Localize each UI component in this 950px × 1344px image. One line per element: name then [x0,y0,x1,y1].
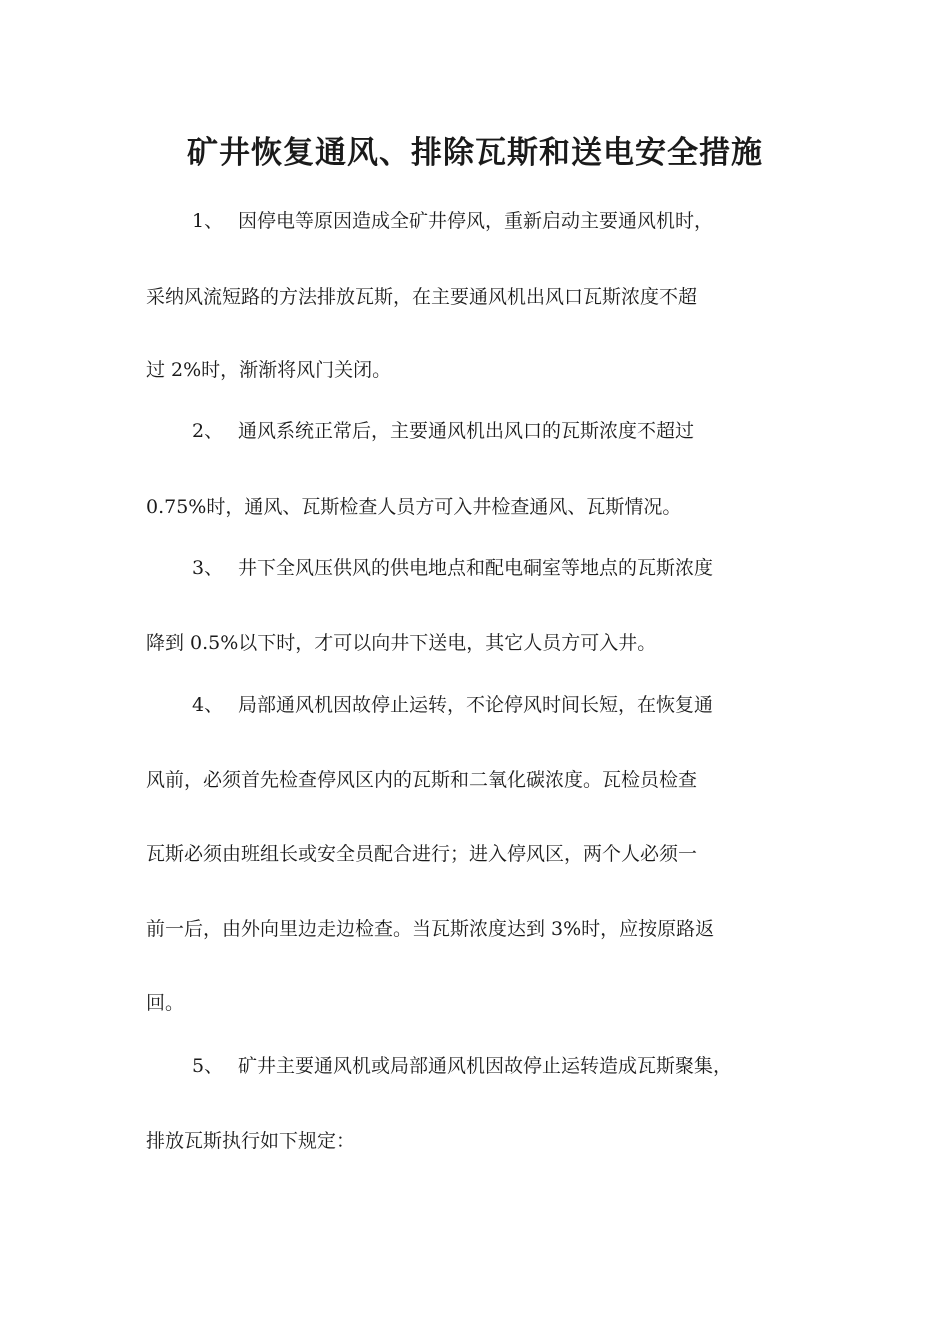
paragraph-1-line-2: 采纳风流短路的方法排放瓦斯，在主要通风机出风口瓦斯浓度不超 [146,286,698,308]
paragraph-3-line-1: 井下全风压供风的供电地点和配电硐室等地点的瓦斯浓度 [238,557,714,579]
paragraph-3-line-2: 降到 0.5%以下时，才可以向井下送电，其它人员方可入井。 [146,632,657,654]
paragraph-4-number: 4、 [192,694,224,716]
document-title: 矿井恢复通风、排除瓦斯和送电安全措施 [187,135,763,171]
paragraph-3-first-line [192,553,806,583]
paragraph-1-first-line [192,206,806,236]
paragraph-5-first-line [192,1051,806,1081]
paragraph-2-first-line [192,416,806,446]
paragraph-4-line-3: 瓦斯必须由班组长或安全员配合进行；进入停风区，两个人必须一 [146,843,698,865]
paragraph-5-line-1: 矿井主要通风机或局部通风机因故停止运转造成瓦斯聚集， [238,1055,733,1077]
paragraph-2-line-1: 通风系统正常后，主要通风机出风口的瓦斯浓度不超过 [238,420,695,442]
paragraph-1-line-3: 过 2%时，渐渐将风门关闭。 [146,359,392,381]
paragraph-1-number: 1、 [192,210,224,232]
paragraph-2-number: 2、 [192,420,224,442]
paragraph-4-line-2: 风前，必须首先检查停风区内的瓦斯和二氧化碳浓度。瓦检员检查 [146,769,698,791]
paragraph-1-line-1: 因停电等原因造成全矿井停风，重新启动主要通风机时， [238,210,714,232]
paragraph-4-first-line [192,690,806,720]
paragraph-4-line-1: 局部通风机因故停止运转，不论停风时间长短，在恢复通 [238,694,714,716]
paragraph-5-number: 5、 [192,1055,224,1077]
paragraph-5-line-2: 排放瓦斯执行如下规定： [146,1130,356,1152]
paragraph-4-line-4: 前一后，由外向里边走边检查。当瓦斯浓度达到 3%时，应按原路返 [146,918,715,940]
paragraph-3-number: 3、 [192,557,224,579]
paragraph-2-line-2: 0.75%时，通风、瓦斯检查人员方可入井检查通风、瓦斯情况。 [146,496,682,518]
paragraph-4-line-5: 回。 [146,992,185,1014]
